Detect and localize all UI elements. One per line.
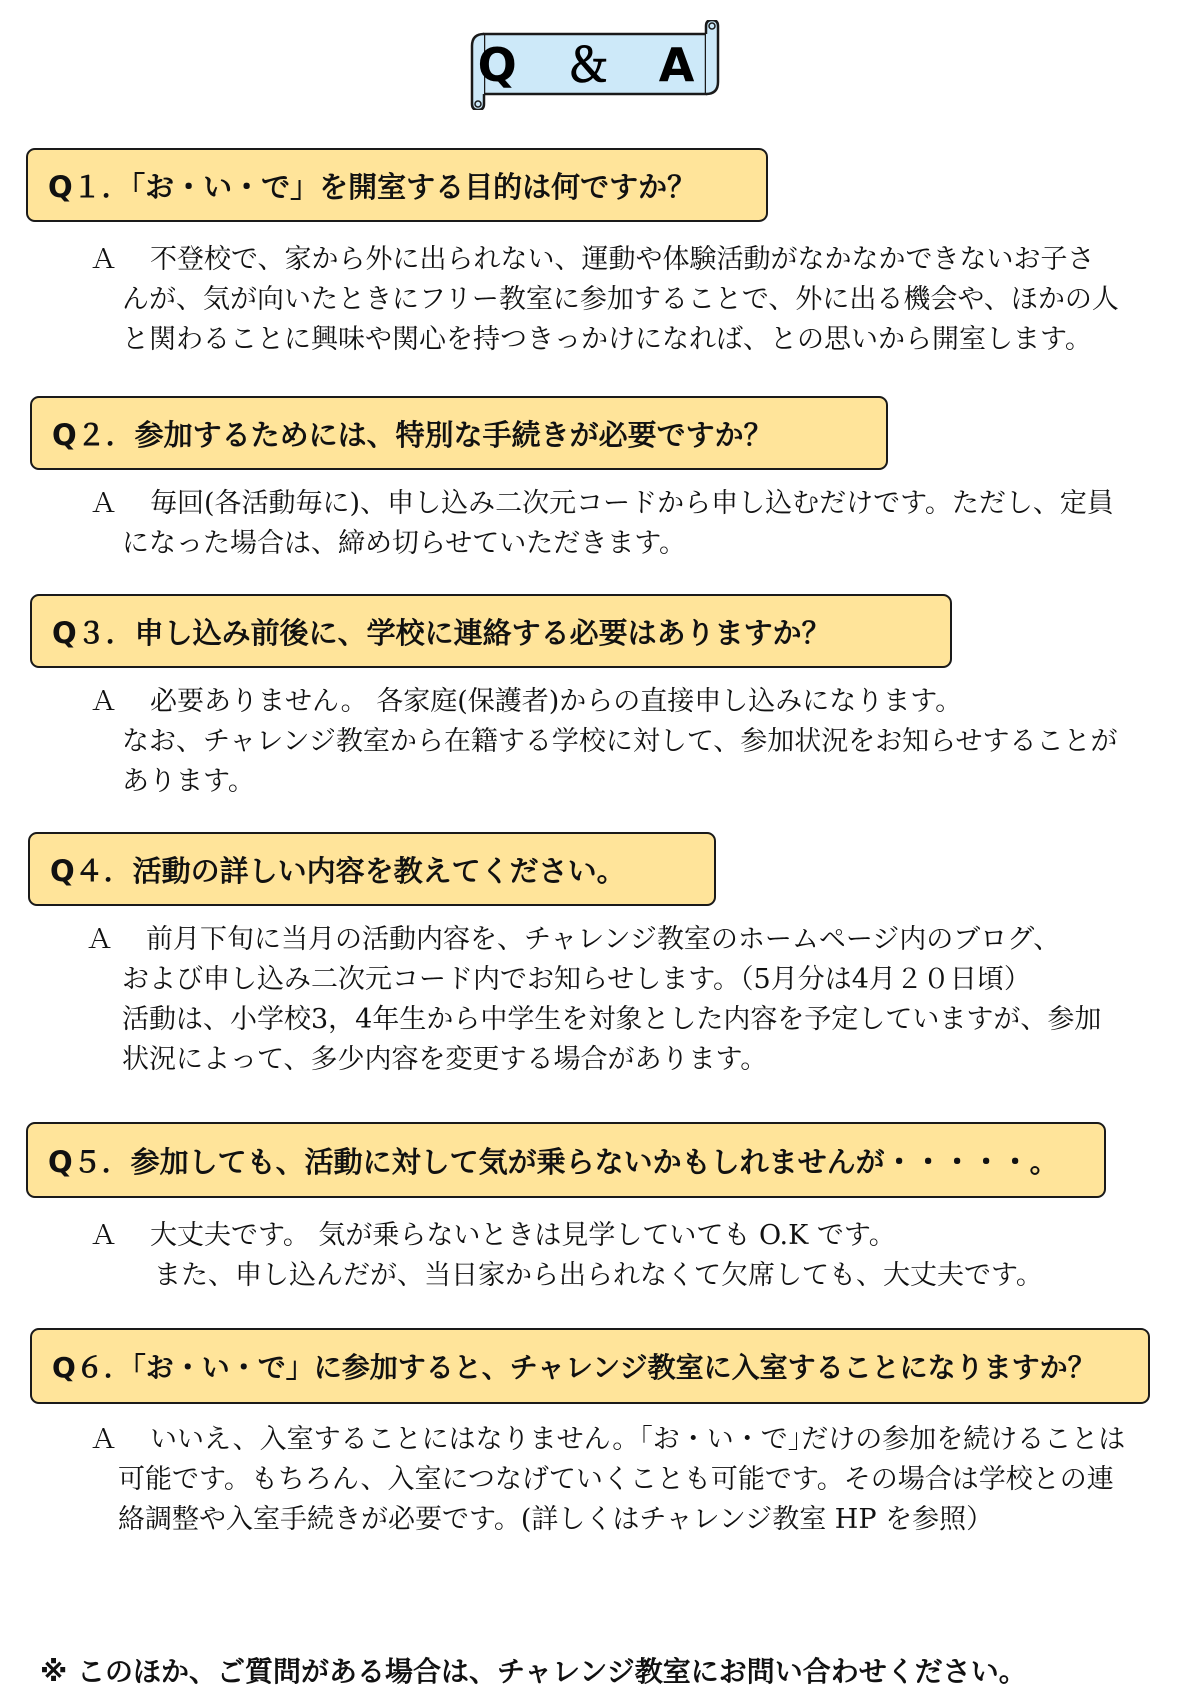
answer-line: また、申し込んだが、当日家から出られなくて欠席しても、大丈夫です。: [154, 1260, 1043, 1291]
answer-line: なお、チャレンジ教室から在籍する学校に対して、参加状況をお知らせすることが: [122, 726, 1118, 757]
answer-mark: Ａ: [90, 1424, 117, 1455]
answer-mark: Ａ: [86, 924, 113, 955]
question-6: Q６．「お・い・で」に参加すると、チャレンジ教室に入室することになりますか？: [30, 1328, 1150, 1404]
answer-5: [90, 1216, 1043, 1296]
question-5: Q５．参加しても、活動に対して気が乗らないかもしれませんが・・・・・。: [26, 1122, 1106, 1198]
answer-line: になった場合は、締め切らせていただきます。: [122, 528, 687, 559]
answer-mark: Ａ: [90, 488, 117, 519]
answer-line: と関わることに興味や関心を持つきっかけになれば、との思いから開室します。: [122, 324, 1092, 355]
answer-line: 不登校で、家から外に出られない、運動や体験活動がなかなかできないお子さ: [150, 244, 1095, 275]
answer-line: 絡調整や入室手続きが必要です。(詳しくはチャレンジ教室 HP を参照）: [118, 1504, 994, 1535]
footer-note: ※ このほか、ご質問がある場合は、チャレンジ教室にお問い合わせください。: [40, 1655, 1027, 1688]
answer-line: 毎回(各活動毎に)、申し込み二次元コードから申し込むだけです。ただし、定員: [150, 488, 1114, 519]
answer-2: [90, 484, 1114, 564]
question-2: Q２．参加するためには、特別な手続きが必要ですか？: [30, 396, 888, 470]
answer-line: 必要ありません。 各家庭(保護者)からの直接申し込みになります。: [150, 686, 963, 717]
answer-line: いいえ、入室することにはなりません。｢お・い・で｣だけの参加を続けることは: [150, 1424, 1126, 1455]
answer-line: および申し込み二次元コード内でお知らせします。（5月分は4月２０日頃）: [122, 964, 1031, 995]
answer-line: 前月下旬に当月の活動内容を、チャレンジ教室のホームページ内のブログ、: [146, 924, 1061, 955]
answer-mark: Ａ: [90, 1220, 117, 1251]
answer-3: [90, 682, 1118, 802]
answer-mark: Ａ: [90, 686, 117, 717]
answer-line: あります。: [122, 766, 255, 797]
page-title: Q ＆ A: [477, 38, 711, 92]
title-banner: [466, 20, 722, 110]
answer-6: [90, 1420, 1125, 1540]
answer-mark: Ａ: [90, 244, 117, 275]
question-3: Q３．申し込み前後に、学校に連絡する必要はありますか？: [30, 594, 952, 668]
question-4: Q４．活動の詳しい内容を教えてください。: [28, 832, 716, 906]
answer-4: [86, 920, 1101, 1080]
question-1: Q１．「お・い・で」を開室する目的は何ですか？: [26, 148, 768, 222]
answer-line: 活動は、小学校3，4年生から中学生を対象とした内容を予定していますが、参加: [122, 1004, 1102, 1035]
answer-line: 大丈夫です。 気が乗らないときは見学していても O.K です。: [150, 1220, 896, 1251]
answer-1: [90, 240, 1119, 360]
answer-line: んが、気が向いたときにフリー教室に参加することで、外に出る機会や、ほかの人: [122, 284, 1119, 315]
answer-line: 状況によって、多少内容を変更する場合があります。: [122, 1044, 768, 1075]
answer-line: 可能です。もちろん、入室につなげていくことも可能です。その場合は学校との連: [118, 1464, 1114, 1495]
